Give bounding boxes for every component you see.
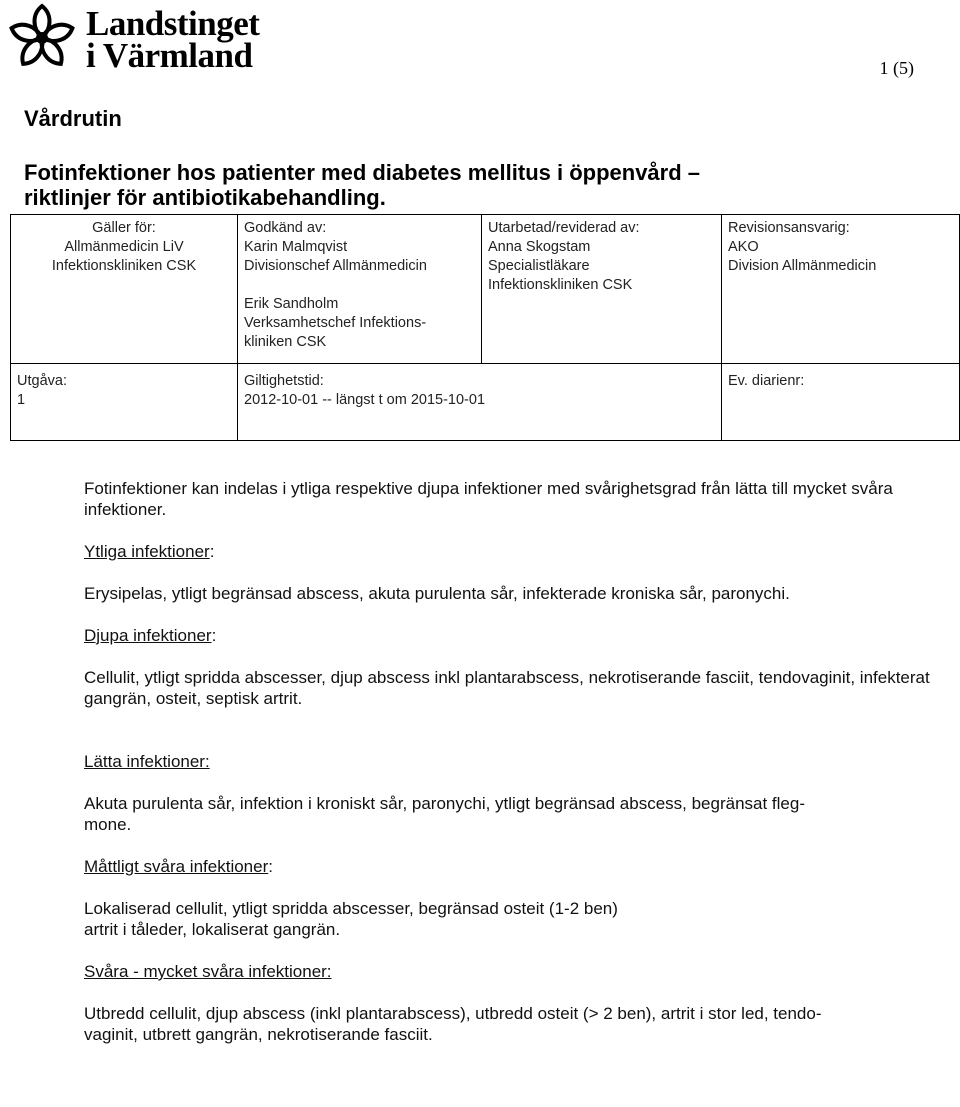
latta-paragraph-line2: mone. [84, 815, 132, 834]
snowflake-flower-icon [2, 2, 82, 74]
utarbetad-value-2: Specialistläkare [488, 258, 590, 274]
latta-paragraph-line1: Akuta purulenta sår, infektion i kroniskt sår, paronychi, ytligt begränsad abscess, begränsat fleg- [84, 794, 806, 813]
godkand-value-5: kliniken CSK [244, 334, 327, 350]
djupa-heading-line: Djupa infektioner: [84, 626, 217, 645]
revision-value-1: AKO [728, 239, 759, 255]
document-body [84, 478, 950, 1045]
godkand-value-2: Divisionschef Allmänmedicin [244, 258, 427, 274]
document-title-line2: riktlinjer för antibiotikabehandling. [24, 185, 386, 210]
giltighet-cell [238, 364, 722, 441]
godkand-value-1: Karin Malmqvist [244, 239, 348, 255]
intro-paragraph: Fotinfektioner kan indelas i ytliga respektive djupa infektioner med svårighetsgrad från lätta till mycket svåra infektioner. [84, 479, 893, 519]
metadata-row [11, 215, 960, 364]
revision-label: Revisionsansvarig: [728, 220, 850, 236]
logo-text-line1: Landstinget [86, 4, 260, 43]
document-title-line1: Fotinfektioner hos patienter med diabetes mellitus i öppenvård – [24, 160, 701, 185]
utgava-label: Utgåva: [17, 373, 67, 389]
logo-text-line2: i Värmland [86, 36, 253, 75]
revision-cell [722, 215, 960, 364]
page-number: 1 (5) [879, 58, 914, 78]
utarbetad-value-1: Anna Skogstam [488, 239, 591, 255]
mattligt-heading: Måttligt svåra infektioner [84, 857, 269, 876]
diarienr-label: Ev. diarienr: [728, 373, 805, 389]
svara-paragraph-line2: vaginit, utbrett gangrän, nekrotiserande fasciit. [84, 1025, 433, 1044]
godkand-cell [238, 215, 482, 364]
logo [2, 2, 260, 75]
ytliga-heading-line: Ytliga infektioner: [84, 542, 215, 561]
galler-value-2: Infektionskliniken CSK [51, 258, 197, 274]
metadata-row [11, 364, 960, 441]
utgava-value: 1 [17, 392, 26, 408]
djupa-paragraph: Cellulit, ytligt spridda abscesser, djup abscess inkl plantarabscess, nekrotiserande fasciit, tendovaginit, infekterat gangrän, osteit, septisk artrit. [84, 668, 930, 708]
document-type: Vårdrutin [24, 106, 122, 131]
utarbetad-cell [482, 215, 722, 364]
svara-paragraph-line1: Utbredd cellulit, djup abscess (inkl plantarabscess), utbredd osteit (> 2 ben), artrit i stor led, tendo- [84, 1004, 822, 1023]
godkand-label: Godkänd av: [244, 220, 327, 236]
giltighet-label: Giltighetstid: [244, 373, 324, 389]
metadata-table [10, 214, 960, 441]
mattligt-heading-line: Måttligt svåra infektioner: [84, 857, 273, 876]
latta-heading: Lätta infektioner: [84, 752, 210, 771]
galler-cell [11, 215, 238, 364]
djupa-heading: Djupa infektioner [84, 626, 212, 645]
godkand-value-3: Erik Sandholm [244, 296, 339, 312]
ytliga-paragraph: Erysipelas, ytligt begränsad abscess, akuta purulenta sår, infekterade kroniska sår, paronychi. [84, 584, 790, 603]
giltighet-value: 2012-10-01 -- längst t om 2015-10-01 [244, 392, 486, 408]
ytliga-heading: Ytliga infektioner [84, 542, 210, 561]
galler-value-1: Allmänmedicin LiV [64, 239, 184, 255]
mattligt-paragraph-line2: artrit i tåleder, lokaliserat gangrän. [84, 920, 341, 939]
utarbetad-label: Utarbetad/reviderad av: [488, 220, 640, 236]
mattligt-paragraph-line1: Lokaliserad cellulit, ytligt spridda abscesser, begränsad osteit (1-2 ben) [84, 899, 618, 918]
utarbetad-value-3: Infektionskliniken CSK [488, 277, 633, 293]
godkand-value-4: Verksamhetschef Infektions- [244, 315, 427, 331]
diarienr-cell [722, 364, 960, 441]
spacer [244, 276, 475, 295]
document-title [24, 160, 924, 210]
utgava-cell [11, 364, 238, 441]
galler-label: Gäller för: [92, 220, 156, 236]
revision-value-2: Division Allmänmedicin [728, 258, 877, 274]
svara-heading: Svåra - mycket svåra infektioner: [84, 962, 332, 981]
